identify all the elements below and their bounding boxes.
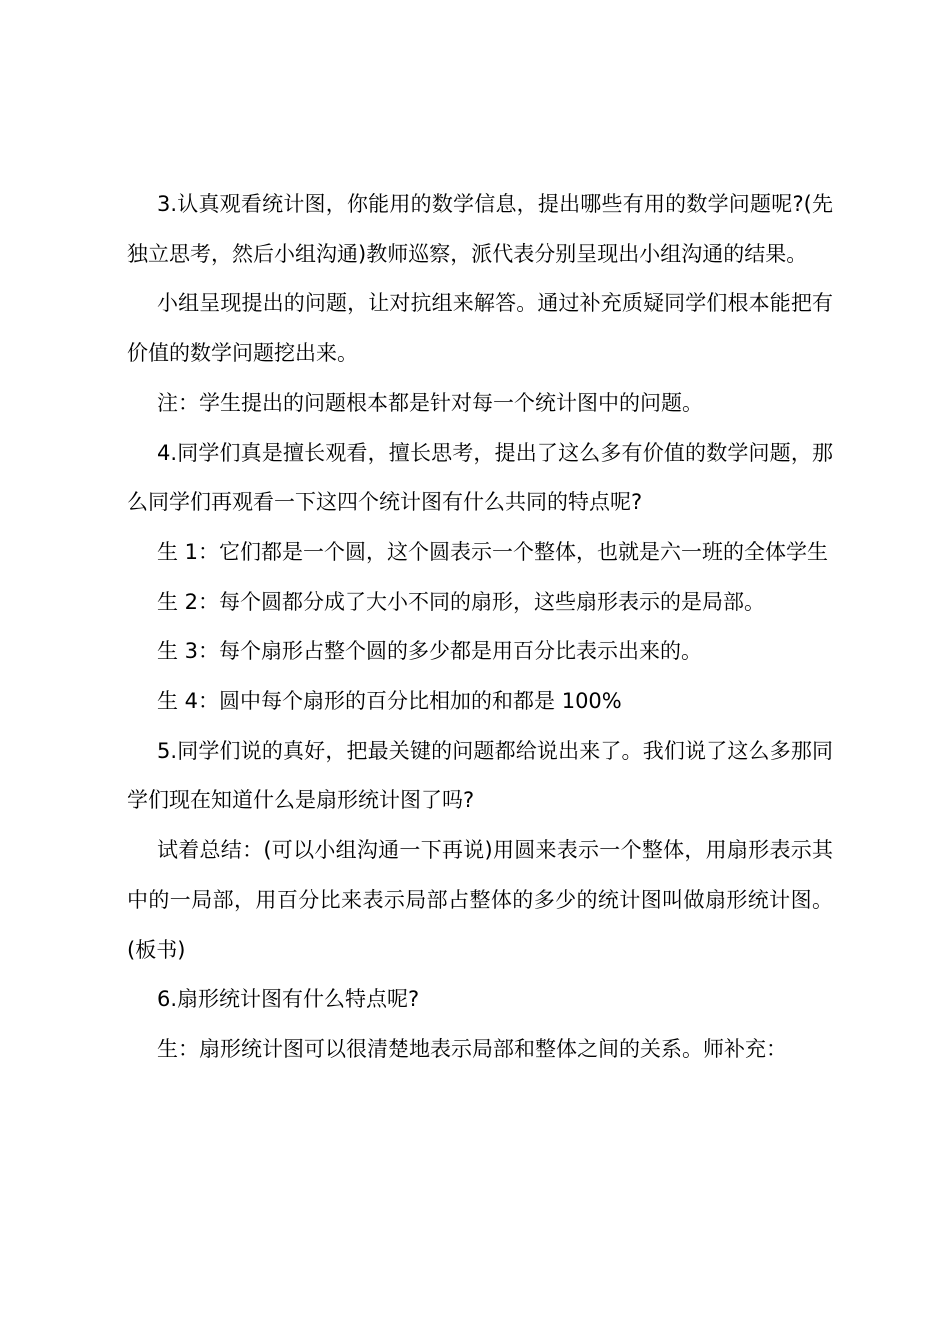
paragraph-student-1: 生 1：它们都是一个圆，这个圆表示一个整体，也就是六一班的全体学生 [157, 539, 829, 564]
body-text [127, 180, 833, 1075]
paragraph-note: 注：学生提出的问题根本都是针对每一个统计图中的问题。 [157, 390, 703, 415]
paragraph-student-4: 生 4：圆中每个扇形的百分比相加的和都是 100% [157, 689, 622, 714]
paragraph-observe-charts: 3.认真观看统计图，你能用的数学信息，提出哪些有用的数学问题呢?(先独立思考，然后小组沟通)教师巡察，派代表分别呈现出小组沟通的结果。 [127, 192, 833, 266]
paragraph-common-features: 4.同学们真是擅长观看，擅长思考，提出了这么多有价值的数学问题，那么同学们再观看一下这四个统计图有什么共同的特点呢? [127, 440, 833, 515]
paragraph-summary: 试着总结：(可以小组沟通一下再说)用圆来表示一个整体，用扇形表示其中的一局部，用百分比来表示局部占整体的多少的统计图叫做扇形统计图。(板书) [127, 838, 833, 962]
paragraph-student-3: 生 3：每个扇形占整个圆的多少都是用百分比表示出来的。 [157, 639, 703, 664]
paragraph-group-questions: 小组呈现提出的问题，让对抗组来解答。通过补充质疑同学们根本能把有价值的数学问题挖出来。 [127, 291, 833, 366]
paragraph-student-answer: 生：扇形统计图可以很清楚地表示局部和整体之间的关系。师补充： [157, 1036, 787, 1061]
paragraph-student-2: 生 2：每个圆都分成了大小不同的扇形，这些扇形表示的是局部。 [157, 589, 766, 614]
paragraph-characteristics: 6.扇形统计图有什么特点呢? [157, 987, 420, 1012]
paragraph-what-is-pie-chart: 5.同学们说的真好，把最关键的问题都给说出来了。我们说了这么多那同学们现在知道什么是扇形统计图了吗? [127, 738, 833, 813]
